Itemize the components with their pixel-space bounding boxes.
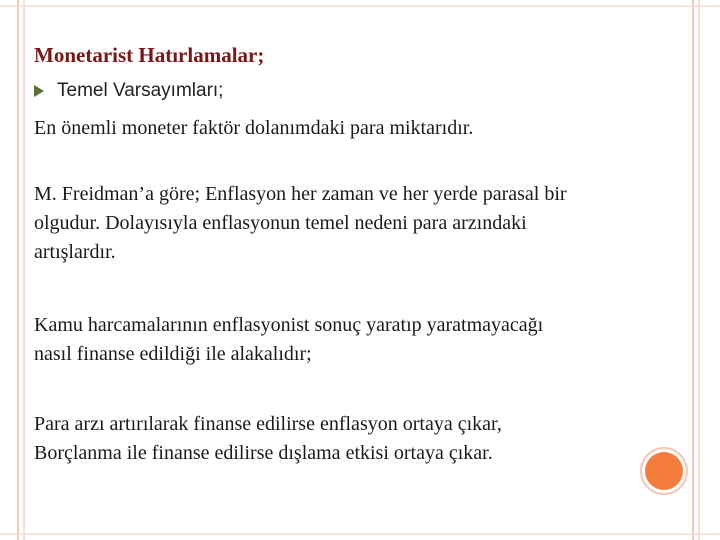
paragraph-3 [34,311,694,369]
slide-title: Monetarist Hatırlamalar; [34,43,265,67]
paragraph-2-line-2: olgudur. Dolayısıyla enflasyonun temel nedeni para arzındaki [34,212,527,234]
paragraph-3-line-2: nasıl finanse edildiği ile alakalıdır; [34,343,312,365]
paragraph-4-line-1: Para arzı artırılarak finanse edilirse enflasyon ortaya çıkar, [34,413,502,435]
paragraph-4 [34,410,694,468]
paragraph-4-line-2: Borçlanma ile finanse edilirse dışlama etkisi ortaya çıkar. [34,442,493,464]
paragraph-2-line-1: M. Freidman’a göre; Enflasyon her zaman ve her yerde parasal bir [34,183,567,205]
paragraph-2-line-3: artışlardır. [34,241,116,263]
paragraph-2 [34,180,694,267]
bullet-item [34,78,223,104]
bullet-text: Temel Varsayımları; [57,80,224,101]
paragraph-3-line-1: Kamu harcamalarının enflasyonist sonuç yaratıp yaratmayacağı [34,314,544,336]
arrow-bullet-icon [34,85,44,97]
paragraph-1: En önemli moneter faktör dolanımdaki para miktarıdır. [34,117,474,139]
